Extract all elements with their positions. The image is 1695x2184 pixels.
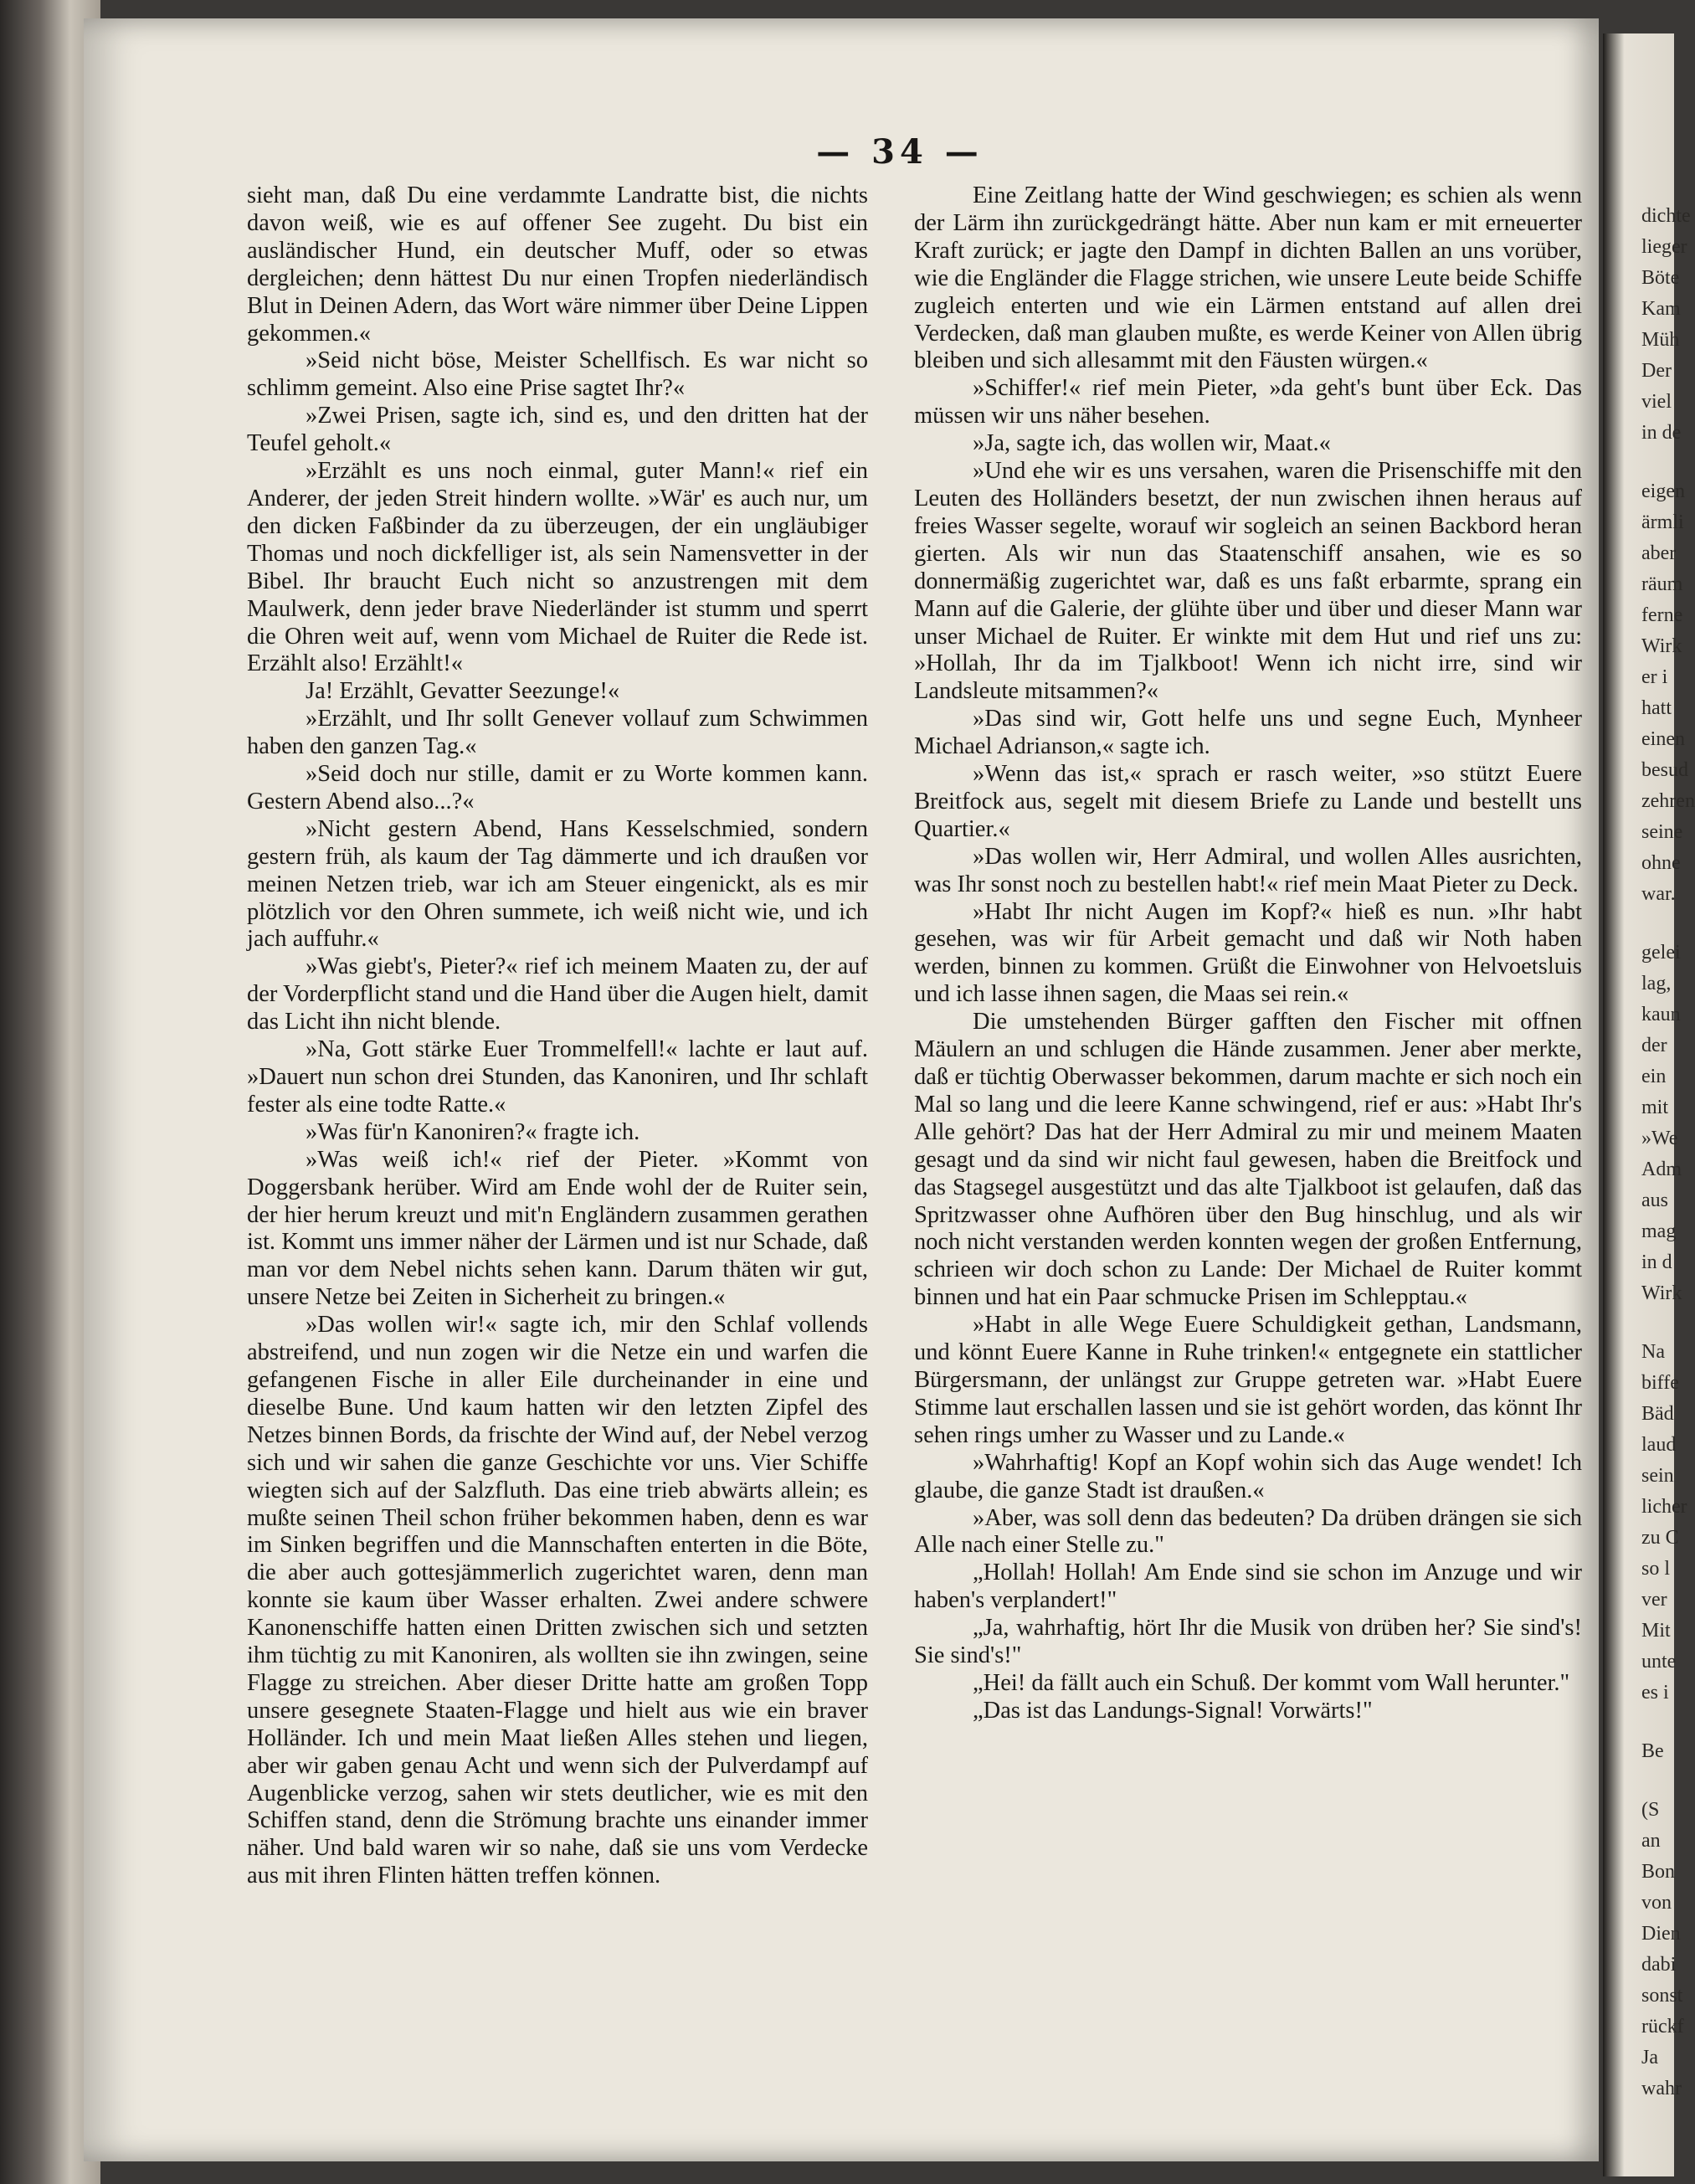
neighbor-page-fragment: viel: [1641, 391, 1672, 413]
neighbor-page-fragment: hatt: [1641, 697, 1672, 719]
paragraph: »Seid nicht böse, Meister Schellfisch. Es war nicht so schlimm gemeint. Also eine Prise sagtet Ihr?«: [247, 347, 868, 402]
neighbor-page-fragment: lag,: [1641, 973, 1672, 994]
neighbor-page-fragment: Wirk: [1641, 1282, 1682, 1304]
paragraph: »Was für'n Kanoniren?« fragte ich.: [306, 1118, 640, 1145]
paragraph: Die umstehenden Bürger gafften den Fischer mit offnen Mäulern an und schlugen die Hände zusammen. Jener aber merkte, daß er tüchtig Oberwasser bekommen, darum machte er sich noch ein Mal so lang und die leere Kanne schwingend, rief er aus: »Habt Ihr's Alle gehört? Das hat der Herr Admiral zu mir und meinem Maaten gesagt und da sind wir nicht faul gewesen, haben die Breitfock und das Stagsegel ausgestützt und das alte Tjalkboot ist gelaufen, daß das Spritzwasser ohne Aufhören über den Bug hinschlug, und als wir noch nicht verstanden werden konnten wegen der großen Entfernung, schrieen wir doch schon zu Lande: Der Michael de Ruiter kommt binnen und hat ein Paar schmucke Prisen im Schlepptau.«: [914, 1009, 1582, 1311]
neighbor-page-fragment: (S: [1641, 1799, 1660, 1821]
paragraph: „Ja, wahrhaftig, hört Ihr die Musik von drüben her? Sie sind's! Sie sind's!": [914, 1615, 1582, 1669]
neighbor-page-fragment: Wirk: [1641, 635, 1682, 657]
neighbor-page-fragment: ein: [1641, 1066, 1667, 1087]
neighbor-page-edge: [1603, 33, 1695, 2176]
neighbor-page-fragment: Dien: [1641, 1923, 1681, 1945]
neighbor-page-fragment: gelei: [1641, 942, 1681, 964]
paragraph: »Das wollen wir!« sagte ich, mir den Schlaf vollends abstreifend, und nun zogen wir die Netze ein und warfen die gefangenen Fische in aller Eile durcheinander in eine und dieselbe Bune. Und kaum hatten wir den letzten Zipfel des Netzes binnen Bords, da frischte der Wind auf, der Nebel verzog sich und wir sahen die ganze Geschichte vor uns. Vier Schiffe wiegten sich auf der Salzfluth. Das eine trieb abwärts allein; es mußte seinen Theil schon früher bekommen haben, denn es war im Sinken begriffen und die Mannschaften enterten in die Böte, die aber auch gottesjämmerlich zugerichtet waren, denn man konnte sie kaum über Wasser erhalten. Zwei andere schwere Kanonenschiffe hatten einen Dritten zwischen sich und setzten ihm tüchtig zu mit Kanoniren, als wollten sie ihn zwingen, seine Flagge zu streichen. Aber dieser Dritte hatte am großen Topp unsere gesegnete Staaten-Flagge und hielt aus wie ein braver Holländer. Ich und mein Maat ließen Alles stehen und liegen, aber wir gaben genau Acht und wenn sich der Pulverdampf auf Augenblicke verzog, sahen wir stets deutlicher, wie es mit den Schiffen stand, denn die Strömung brachte uns einander immer näher. Und bald waren wir so nahe, daß sie uns vom Verdecke aus mit ihren Flinten hätten treffen können.: [247, 1312, 868, 1889]
neighbor-page-fragment: Mit: [1641, 1620, 1671, 1642]
neighbor-page-fragment: biffe: [1641, 1372, 1679, 1394]
neighbor-page-fragment: Adm: [1641, 1159, 1682, 1180]
neighbor-page-fragment: einen: [1641, 728, 1685, 750]
paragraph: »Wahrhaftig! Kopf an Kopf wohin sich das Auge wendet! Ich glaube, die ganze Stadt ist draußen.«: [914, 1449, 1582, 1503]
neighbor-page-fragment: ferne: [1641, 604, 1683, 626]
paragraph: »Was weiß ich!« rief der Pieter. »Kommt von Doggersbank herüber. Wird am Ende wohl der de Ruiter sein, der hier herum kreuzt und mit'n Engländern zusammen gerathen ist. Kommt uns immer näher der Lärmen und ist nur Schade, daß man vor dem Nebel nichts sehen kann. Darum thäten wir gut, unsere Netze bei Zeiten in Sicherheit zu bringen.«: [247, 1146, 868, 1311]
neighbor-page-fragment: aber: [1641, 542, 1677, 564]
neighbor-page-fragment: der: [1641, 1035, 1667, 1056]
neighbor-page-fragment: räum: [1641, 573, 1683, 595]
neighbor-page-fragment: Be: [1641, 1740, 1664, 1762]
neighbor-page-fragment: wahr: [1641, 2078, 1682, 2099]
neighbor-page-fragment: zu C: [1641, 1527, 1679, 1549]
neighbor-page-fragment: Böte: [1641, 267, 1680, 289]
paragraph: „Hollah! Hollah! Am Ende sind sie schon im Anzuge und wir haben's verplandert!": [914, 1560, 1582, 1614]
neighbor-page-fragment: es i: [1641, 1682, 1669, 1704]
paragraph: »Aber, was soll denn das bedeuten? Da drüben drängen sie sich Alle nach einer Stelle zu.": [914, 1504, 1582, 1559]
paragraph: Ja! Erzählt, Gevatter Seezunge!«: [306, 678, 620, 705]
paragraph: »Habt Ihr nicht Augen im Kopf?« hieß es nun. »Ihr habt gesehen, was wir für Arbeit gemacht und daß wir Noth haben werden, binnen zu kommen. Grüßt die Einwohner von Helvoetsluis und ich lasse ihnen sagen, die Maas sei rein.«: [914, 898, 1582, 1008]
paragraph: »Das wollen wir, Herr Admiral, und wollen Alles ausrichten, was Ihr sonst noch zu bestellen habt!« rief mein Maat Pieter zu Deck.: [914, 843, 1582, 897]
neighbor-page-fragment: kaun: [1641, 1004, 1681, 1025]
neighbor-page-fragment: sein: [1641, 1465, 1674, 1487]
neighbor-page-fragment: an: [1641, 1830, 1661, 1852]
paragraph: »Habt in alle Wege Euere Schuldigkeit gethan, Landsmann, und könnt Euere Kanne in Ruhe trinken!« entgegnete ein stattlicher Bürgersmann, der unlängst zur Gruppe getreten war. »Habt Euere Stimme laut erschallen lassen und sie ist gehört worden, das könnt Ihr sehen rings umher zu Wasser und zu Lande.«: [914, 1312, 1582, 1448]
neighbor-page-fragment: Müh: [1641, 329, 1680, 351]
paragraph: »Seid doch nur stille, damit er zu Worte kommen kann. Gestern Abend also...?«: [247, 761, 868, 815]
neighbor-page-fragment: zehren: [1641, 790, 1695, 812]
paragraph: »Ja, sagte ich, das wollen wir, Maat.«: [973, 430, 1331, 457]
neighbor-page-fragment: ver: [1641, 1589, 1667, 1611]
neighbor-page-fragment: eigen: [1641, 480, 1685, 502]
neighbor-page-fragment: seine: [1641, 821, 1683, 843]
paragraph: „Das ist das Landungs-Signal! Vorwärts!": [973, 1697, 1373, 1724]
neighbor-page-fragment: Kam: [1641, 298, 1681, 320]
neighbor-page-fragment: ärmli: [1641, 511, 1684, 533]
paragraph: »Na, Gott stärke Euer Trommelfell!« lachte er laut auf. »Dauert nun schon drei Stunden, das Kanoniren, und Ihr schlaft fester als eine todte Ratte.«: [247, 1036, 868, 1118]
paragraph: Eine Zeitlang hatte der Wind geschwiegen; es schien als wenn der Lärm ihn zurückgedrängt hätte. Aber nun kam er mit erneuerter Kraft zurück; er jagte den Dampf in dichten Ballen an uns vorüber, wie die Engländer die Flagge strichen, wie unsere Leute beide Schiffe zugleich enterten und wie ein Lärmen entstand auf allen drei Verdecken, daß man glauben mußte, es werde Keiner von Allen übrig bleiben und sich allesammt mit den Fäusten würgen.«: [914, 182, 1582, 374]
neighbor-page-fragment: dabi: [1641, 1954, 1677, 1976]
neighbor-page-fragment: Ja: [1641, 2047, 1658, 2068]
paragraph: »Zwei Prisen, sagte ich, sind es, und den dritten hat der Teufel geholt.«: [247, 403, 868, 457]
paragraph: »Und ehe wir es uns versahen, waren die Prisenschiffe mit den Leuten des Holländers besetzt, der nun zwischen ihnen heraus auf freies Wasser segelte, worauf wir sogleich an seinen Backbord heran gierten. Als wir nun das Staatenschiff ansahen, wie es so donnermäßig zugerichtet war, daß es uns faßt erbarmte, sprang ein Mann auf die Galerie, der glühte über und über und dieser Mann war unser Michael de Ruiter. Er winkte mit dem Hut und rief uns zu: »Hollah, Ihr da im Tjalkboot! Wenn ich nicht irre, sind wir Landsleute mitsammen?«: [914, 458, 1582, 705]
neighbor-page-fragment: so l: [1641, 1558, 1671, 1580]
neighbor-page-fragment: ohne: [1641, 852, 1681, 874]
neighbor-page-fragment: unte: [1641, 1651, 1677, 1673]
neighbor-page-fragment: Na: [1641, 1341, 1665, 1363]
neighbor-page-fragment: licher: [1641, 1496, 1687, 1518]
paragraph: »Nicht gestern Abend, Hans Kesselschmied, sondern gestern früh, als kaum der Tag dämmerte und ich draußen vor meinen Netzen trieb, war ich am Steuer eingenickt, als es mir plötzlich vor den Ohren summete, ich weiß nicht wie, und ich jach auffuhr.«: [247, 815, 868, 953]
neighbor-page-fragment: besud: [1641, 759, 1688, 781]
neighbor-page-fragment: sonst: [1641, 1985, 1683, 2007]
neighbor-page-fragment: rückf: [1641, 2016, 1684, 2038]
neighbor-page-fragment: von: [1641, 1892, 1672, 1914]
neighbor-page-fragment: Der: [1641, 360, 1672, 382]
paragraph: „Hei! da fällt auch ein Schuß. Der kommt vom Wall herunter.": [973, 1669, 1570, 1696]
paragraph: »Was giebt's, Pieter?« rief ich meinem Maaten zu, der auf der Vorderpflicht stand und die Hand über die Augen hielt, damit das Licht ihn nicht blende.: [247, 953, 868, 1035]
neighbor-page-fragment: in de: [1641, 422, 1682, 444]
neighbor-page-fragment: war.: [1641, 883, 1676, 905]
neighbor-page-fragment: mag: [1641, 1220, 1677, 1242]
paragraph: sieht man, daß Du eine verdammte Landratte bist, die nichts davon weiß, wie es auf offener See zugeht. Du bist ein ausländischer Hund, ein deutscher Muff, oder so etwas dergleichen; denn hättest Du nur einen Tropfen niederländisch Blut in Deinen Adern, das Wort wäre nimmer über Deine Lippen gekommen.«: [247, 182, 868, 347]
paragraph: »Erzählt es uns noch einmal, guter Mann!« rief ein Anderer, der jeden Streit hindern wollte. »Wär' es auch nur, um den dicken Faßbinder da zu überzeugen, der ein ungläubiger Thomas und noch dickfelliger ist, als sein Namensvetter in der Bibel. Ihr braucht Euch nicht so anzustrengen mit dem Maulwerk, denn jeder brave Niederländer ist stumm und sperrt die Ohren weit auf, wenn vom Michael de Ruiter die Rede ist. Erzählt also! Erzählt!«: [247, 458, 868, 677]
paragraph: »Erzählt, und Ihr sollt Genever vollauf zum Schwimmen haben den ganzen Tag.«: [247, 706, 868, 760]
neighbor-page-fragment: in d: [1641, 1251, 1672, 1273]
neighbor-page-fragment: lieger: [1641, 236, 1687, 258]
paragraph: »Schiffer!« rief mein Pieter, »da geht's bunt über Eck. Das müssen wir uns näher besehen.: [914, 375, 1582, 429]
neighbor-page-fragment: »We: [1641, 1128, 1678, 1149]
neighbor-page-fragment: dichte: [1641, 205, 1691, 227]
neighbor-page-fragment: Bäd: [1641, 1403, 1674, 1425]
neighbor-page-fragment: Bon: [1641, 1861, 1676, 1883]
right-column: [914, 182, 1582, 1725]
page-number: — 34 —: [816, 132, 984, 172]
neighbor-page-fragment: mit: [1641, 1097, 1669, 1118]
paragraph: »Das sind wir, Gott helfe uns und segne Euch, Mynheer Michael Adrianson,« sagte ich.: [914, 706, 1582, 760]
neighbor-page-fragment: aus: [1641, 1190, 1668, 1211]
paragraph: »Wenn das ist,« sprach er rasch weiter, »so stützt Euere Breitfock aus, segelt mit diesem Briefe zu Lande und bestellt uns Quartier.«: [914, 761, 1582, 842]
neighbor-page-fragment: laud: [1641, 1434, 1677, 1456]
left-column: [247, 182, 868, 1890]
neighbor-page-fragment: er i: [1641, 666, 1668, 688]
